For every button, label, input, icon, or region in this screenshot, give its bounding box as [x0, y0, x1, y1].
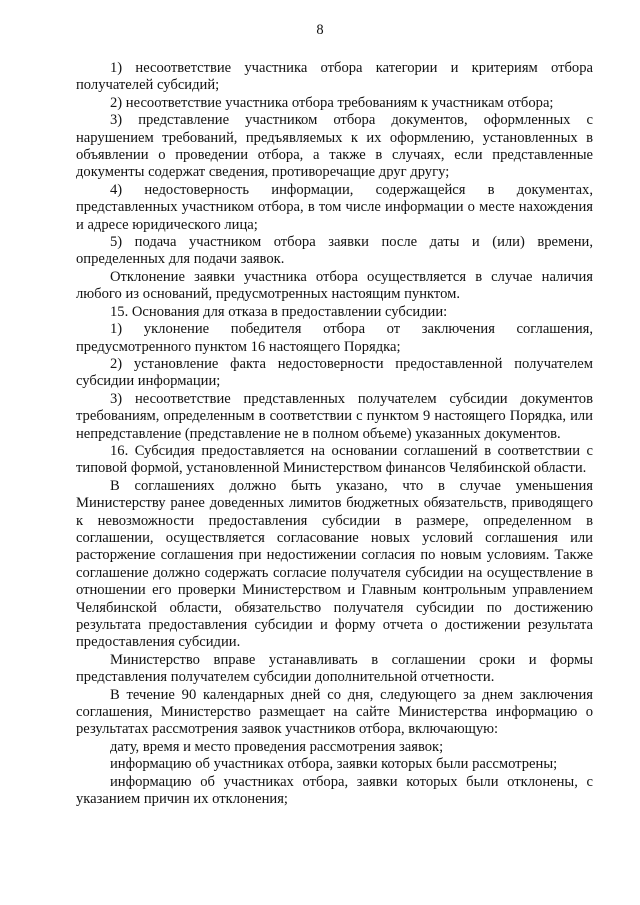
- paragraph: информацию об участниках отбора, заявки которых были отклонены, с указанием причин их отклонения;: [76, 773, 593, 808]
- paragraph: 3) представление участником отбора документов, оформленных с нарушением требований, предъявляемых к их оформлению, установленных в объявлении о проведении отбора, а также в случаях, если представленные документы содержат сведения, противоречащие друг другу;: [76, 112, 593, 181]
- paragraph: 5) подача участником отбора заявки после даты и (или) времени, определенных для подачи заявок.: [76, 234, 593, 268]
- paragraph: Отклонение заявки участника отбора осуществляется в случае наличия любого из оснований, предусмотренных настоящим пунктом.: [76, 268, 593, 303]
- paragraph: информацию об участниках отбора, заявки которых были рассмотрены;: [110, 756, 558, 773]
- paragraph: дату, время и место проведения рассмотрения заявок;: [110, 738, 444, 755]
- paragraph: 2) несоответствие участника отбора требованиям к участникам отбора;: [110, 94, 554, 111]
- paragraph: 3) несоответствие представленных получателем субсидии документов требованиям, определенным в соответствии с пунктом 9 настоящего Порядка, или непредставление (представление не в полном объеме) указанных документов.: [76, 390, 593, 442]
- paragraph: 1) несоответствие участника отбора категории и критериям отбора получателей субсидий;: [76, 60, 593, 94]
- page-number: 8: [316, 22, 324, 38]
- document-body: [76, 60, 593, 808]
- paragraph: 2) установление факта недостоверности предоставленной получателем субсидии информации;: [76, 355, 593, 390]
- paragraph: 4) недостоверность информации, содержащейся в документах, представленных участником отбора, в том числе информации о месте нахождения и адресе юридического лица;: [76, 181, 593, 233]
- paragraph: В течение 90 календарных дней со дня, следующего за днем заключения соглашения, Министерство размещает на сайте Министерства информацию о результатах рассмотрения заявок участников отбора, включающую:: [76, 686, 593, 738]
- paragraph: Министерство вправе устанавливать в соглашении сроки и формы представления получателем субсидии дополнительной отчетности.: [76, 651, 593, 686]
- paragraph: 15. Основания для отказа в предоставлении субсидии:: [110, 303, 448, 320]
- paragraph: 16. Субсидия предоставляется на основании соглашений в соответствии с типовой формой, установленной Министерством финансов Челябинской области.: [76, 442, 593, 477]
- paragraph: В соглашениях должно быть указано, что в случае уменьшения Министерству ранее доведенных лимитов бюджетных обязательств, приводящего к невозможности предоставления субсидии в размере, определенном в соглашении, осуществляется согласование новых условий соглашения или расторжение соглашения при недостижении согласия по новым условиям. Также соглашение должно содержать согласие получателя субсидии на осуществление в отношении его проверки Министерством и Главным контрольным управлением Челябинской области, обязательство получателя субсидии по достижению результата предоставления субсидии и форму отчета о достижении результата предоставления субсидии.: [76, 477, 593, 651]
- paragraph: 1) уклонение победителя отбора от заключения соглашения, предусмотренного пунктом 16 настоящего Порядка;: [76, 321, 593, 355]
